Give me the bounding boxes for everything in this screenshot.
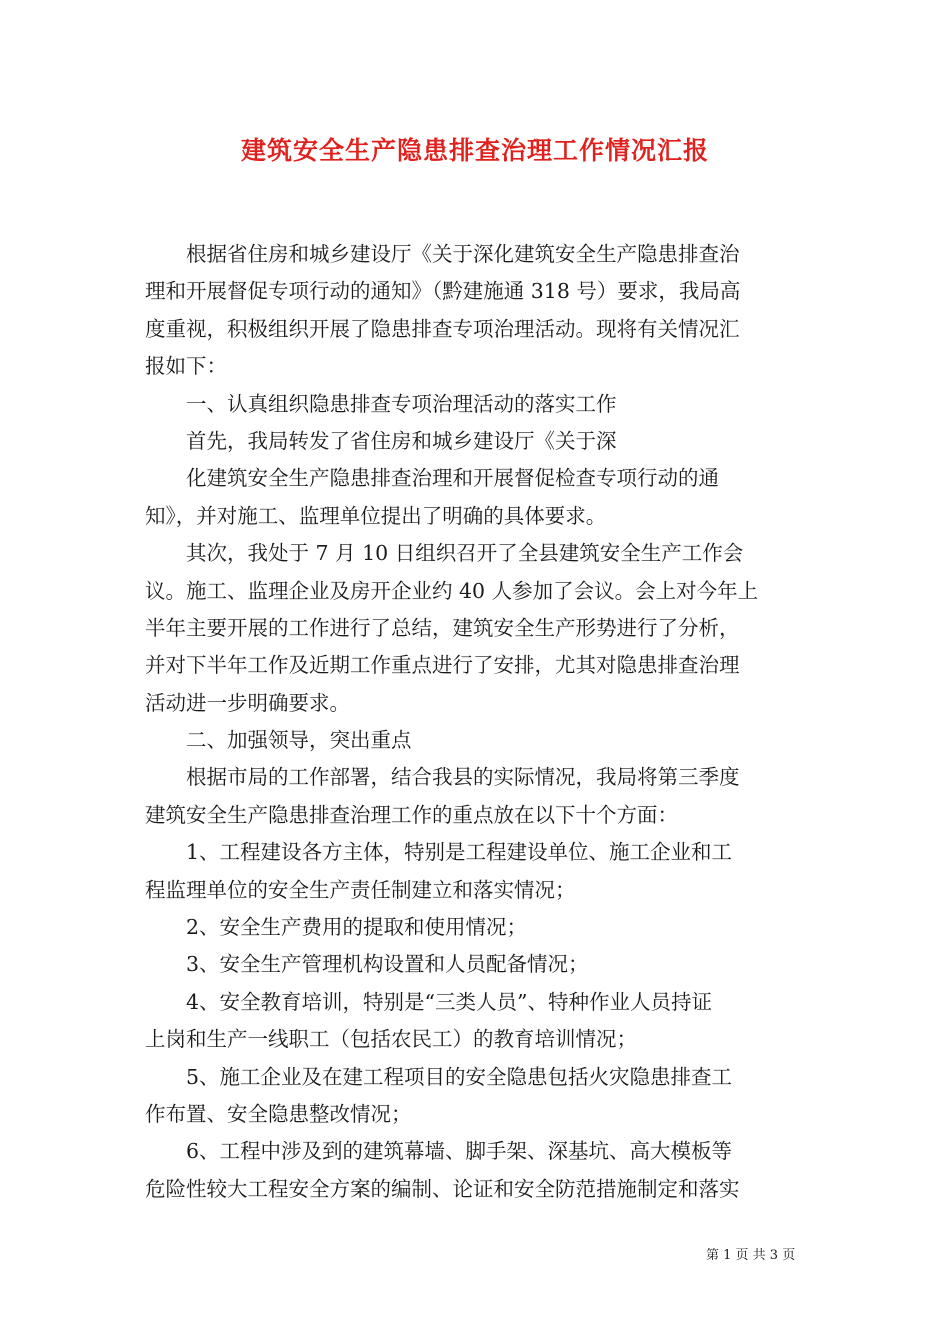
body-line: 活动进一步明确要求。 xyxy=(145,690,350,715)
document-body xyxy=(145,236,807,1208)
page-number-footer: 第 1 页 共 3 页 xyxy=(706,1248,796,1263)
list-item-line: 5、施工企业及在建工程项目的安全隐患包括火灾隐患排查工 xyxy=(145,1064,733,1089)
list-item-line: 上岗和生产一线职工（包括农民工）的教育培训情况； xyxy=(145,1027,637,1052)
section-heading: 二、加强领导，突出重点 xyxy=(145,728,412,753)
list-item-line: 3、安全生产管理机构设置和人员配备情况； xyxy=(145,952,589,977)
body-line: 并对下半年工作及近期工作重点进行了安排，尤其对隐患排查治理 xyxy=(145,653,740,678)
list-item-line: 作布置、安全隐患整改情况； xyxy=(145,1101,412,1126)
body-line: 根据市局的工作部署，结合我县的实际情况，我局将第三季度 xyxy=(145,765,740,790)
body-line: 半年主要开展的工作进行了总结，建筑安全生产形势进行了分析， xyxy=(145,615,740,640)
list-item-line: 程监理单位的安全生产责任制建立和落实情况； xyxy=(145,877,576,902)
list-item-line: 4、安全教育培训，特别是“三类人员”、特种作业人员持证 xyxy=(145,989,713,1014)
document-title: 建筑安全生产隐患排查治理工作情况汇报 xyxy=(240,136,709,165)
body-line: 其次，我处于 7 月 10 日组织召开了全县建筑安全生产工作会 xyxy=(145,541,744,566)
section-heading: 一、认真组织隐患排查专项治理活动的落实工作 xyxy=(145,391,617,416)
body-line: 知》，并对施工、监理单位提出了明确的具体要求。 xyxy=(145,503,607,528)
body-line: 度重视，积极组织开展了隐患排查专项治理活动。现将有关情况汇 xyxy=(145,316,740,341)
body-line: 首先，我局转发了省住房和城乡建设厅《关于深 xyxy=(145,428,617,453)
list-item-line: 1、工程建设各方主体，特别是工程建设单位、施工企业和工 xyxy=(145,840,733,865)
body-line: 建筑安全生产隐患排查治理工作的重点放在以下十个方面： xyxy=(145,802,678,827)
list-item-line: 6、工程中涉及到的建筑幕墙、脚手架、深基坑、高大模板等 xyxy=(145,1139,733,1164)
list-item-line: 2、安全生产费用的提取和使用情况； xyxy=(145,915,528,940)
body-line: 化建筑安全生产隐患排查治理和开展督促检查专项行动的通 xyxy=(145,466,719,491)
body-line: 议。施工、监理企业及房开企业约 40 人参加了会议。会上对今年上 xyxy=(145,578,759,603)
body-line: 理和开展督促专项行动的通知》（黔建施通 318 号）要求，我局高 xyxy=(145,279,741,304)
body-line: 报如下： xyxy=(145,354,227,379)
body-line: 根据省住房和城乡建设厅《关于深化建筑安全生产隐患排查治 xyxy=(145,242,740,266)
list-item-line: 危险性较大工程安全方案的编制、论证和安全防范措施制定和落实 xyxy=(145,1176,740,1201)
